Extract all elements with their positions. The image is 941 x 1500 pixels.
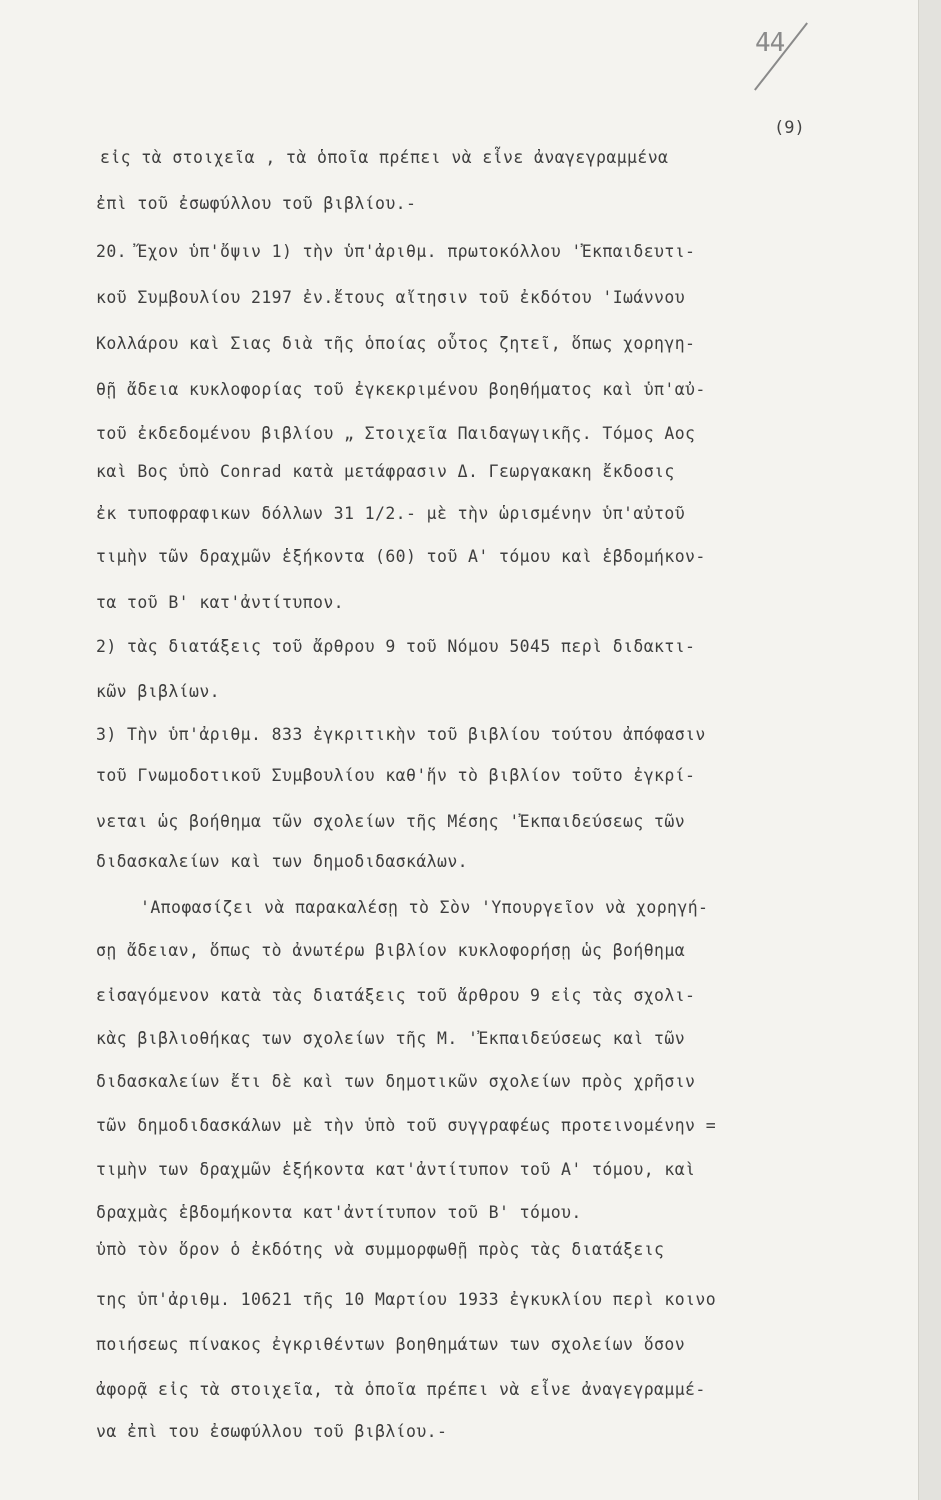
text-line: νεται ὡς βοήθημα τῶν σχολείων τῆς Μέσης 'Ἐκπαιδεύσεως τῶν: [96, 812, 686, 831]
text-line: 3) Τὴν ὑπ'ἀριθμ. 833 ἐγκριτικὴν τοῦ βιβλίου τούτου ἀπόφασιν: [96, 725, 706, 744]
text-line: ἐπὶ τοῦ ἐσωφύλλου τοῦ βιβλίου.-: [96, 194, 417, 213]
text-line: τοῦ Γνωμοδοτικοῦ Συμβουλίου καθ'ἥν τὸ βιβλίον τοῦτο ἐγκρί-: [96, 766, 696, 785]
text-line: ἐκ τυποφραφικων δόλλων 31 1/2.- μὲ τὴν ὡρισμένην ὑπ'αὐτοῦ: [96, 504, 686, 523]
text-line: διδασκαλείων καὶ των δημοδιδασκάλων.: [96, 852, 469, 871]
next-page-edge: [918, 0, 941, 1500]
text-line: κὰς βιβλιοθήκας των σχολείων τῆς Μ. 'Ἐκπαιδεύσεως καὶ τῶν: [96, 1029, 686, 1048]
text-line: ἀφορᾷ εἰς τὰ στοιχεῖα, τὰ ὁποῖα πρέπει νὰ εἶνε ἀναγεγραμμέ-: [96, 1380, 706, 1399]
text-line: ποιήσεως πίνακος ἐγκριθέντων βοηθημάτων των σχολείων ὅσον: [96, 1335, 686, 1354]
text-line: Κολλάρου καὶ Σιας διὰ τῆς ὁποίας οὗτος ζητεῖ, ὅπως χορηγη-: [96, 334, 696, 353]
text-line: σῃ ἄδειαν, ὅπως τὸ ἀνωτέρω βιβλίον κυκλοφορήσῃ ὡς βοήθημα: [96, 941, 686, 960]
text-line: 20. Ἔχον ὑπ'ὄψιν 1) τὴν ὑπ'ἀριθμ. πρωτοκόλλου 'Ἐκπαιδευτι-: [96, 242, 696, 261]
text-line: κῶν βιβλίων.: [96, 682, 221, 701]
text-line: θῇ ἄδεια κυκλοφορίας τοῦ ἐγκεκριμένου βοηθήματος καὶ ὑπ'αὐ-: [96, 380, 706, 399]
text-line: δραχμὰς ἑβδομήκοντα κατ'ἀντίτυπον τοῦ Β' τόμου.: [96, 1203, 582, 1222]
text-line: διδασκαλείων ἔτι δὲ καὶ των δημοτικῶν σχολείων πρὸς χρῆσιν: [96, 1072, 696, 1091]
text-line: καὶ Βος ὑπὸ Conrad κατὰ μετάφρασιν Δ. Γεωργακακη ἔκδοσις: [96, 462, 675, 481]
text-line: τῶν δημοδιδασκάλων μὲ τὴν ὑπὸ τοῦ συγγραφέως προτεινομένην =: [96, 1116, 717, 1135]
text-line: ὑπὸ τὸν ὅρον ὁ ἐκδότης νὰ συμμορφωθῇ πρὸς τὰς διατάξεις: [96, 1240, 665, 1259]
handwritten-page-number: 44: [755, 28, 785, 58]
text-line: τιμὴν τῶν δραχμῶν ἑξήκοντα (60) τοῦ Α' τόμου καὶ ἑβδομήκον-: [96, 547, 706, 566]
text-line: τιμὴν των δραχμῶν ἑξήκοντα κατ'ἀντίτυπον τοῦ Α' τόμου, καὶ: [96, 1160, 696, 1179]
text-line: της ὑπ'ἀριθμ. 10621 τῆς 10 Μαρτίου 1933 ἐγκυκλίου περὶ κοινο: [96, 1290, 717, 1309]
section-number: (9): [774, 118, 805, 138]
text-line: τα τοῦ Β' κατ'ἀντίτυπον.: [96, 593, 345, 612]
text-line: τοῦ ἐκδεδομένου βιβλίου „ Στοιχεῖα Παιδαγωγικῆς. Τόμος Αος: [96, 424, 696, 443]
text-line: 2) τὰς διατάξεις τοῦ ἄρθρου 9 τοῦ Νόμου 5045 περὶ διδακτι-: [96, 637, 696, 656]
text-line: εἰς τὰ στοιχεῖα , τὰ ὁποῖα πρέπει νὰ εἶνε ἀναγεγραμμένα: [100, 148, 669, 167]
text-line: να ἐπὶ του ἐσωφύλλου τοῦ βιβλίου.-: [96, 1422, 448, 1441]
text-line: εἰσαγόμενον κατὰ τὰς διατάξεις τοῦ ἄρθρου 9 εἰς τὰς σχολι-: [96, 986, 696, 1005]
text-line: κοῦ Συμβουλίου 2197 ἐν.ἔτους αἴτησιν τοῦ ἐκδότου 'Ιωάννου: [96, 288, 686, 307]
text-line: 'Αποφασίζει νὰ παρακαλέσῃ τὸ Σὸν 'Υπουργεῖον νὰ χορηγή-: [140, 898, 709, 917]
